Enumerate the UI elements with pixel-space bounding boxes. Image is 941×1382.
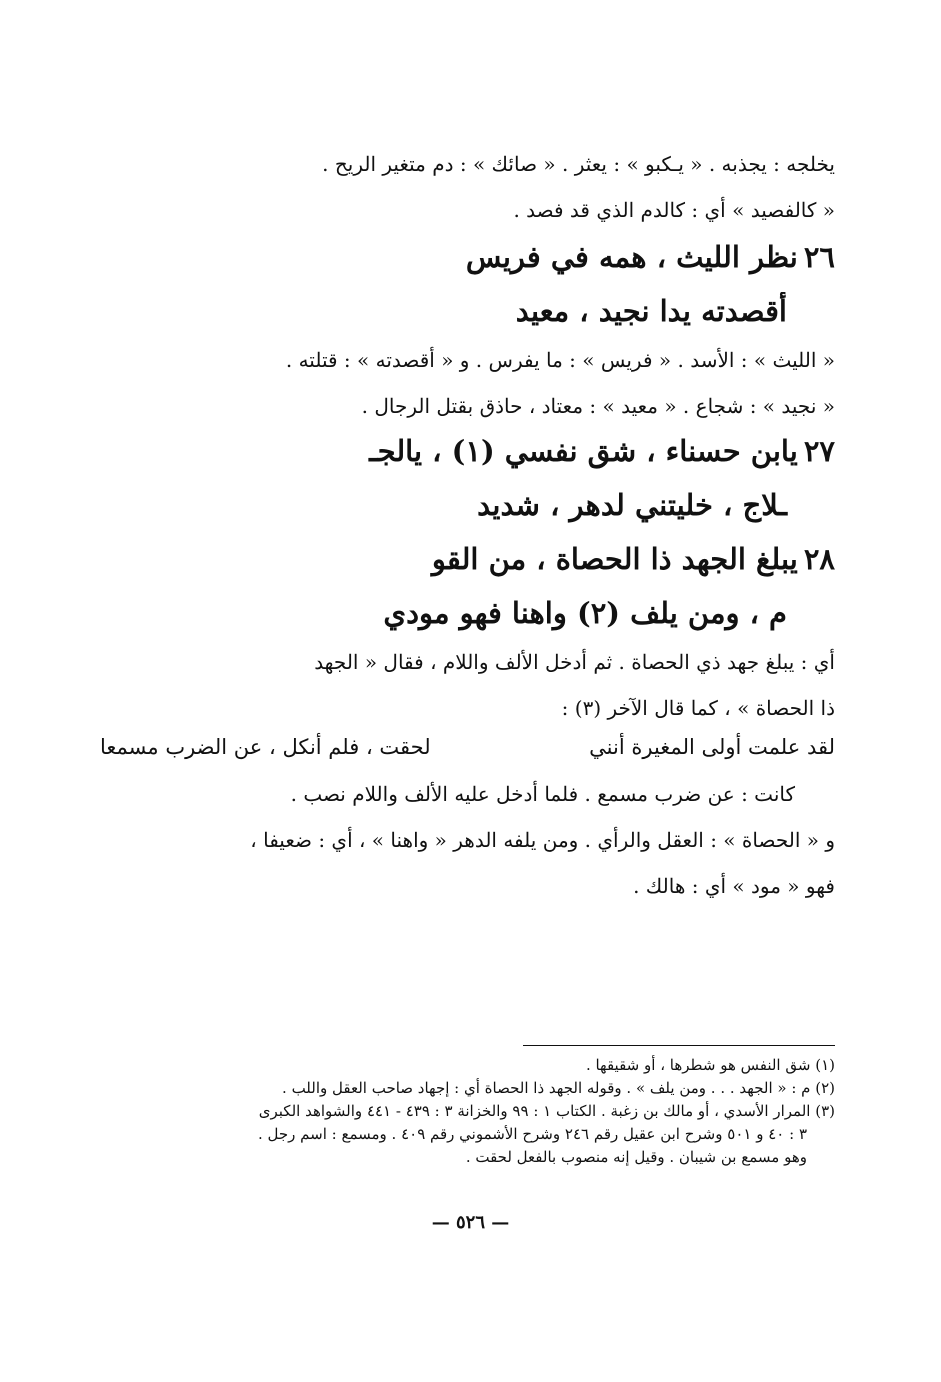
- footnote-3-continued: ٣ : ٤٠ و ٥٠١ وشرح ابن عقيل رقم ٢٤٦ وشرح الأشموني رقم ٤٠٩ . ومسمع : اسم رجل .: [257, 1125, 807, 1143]
- verse-27-second-line: ـلاج ، خليتني لدهر ، شديد: [477, 488, 787, 522]
- verse-number: ٢٦: [803, 240, 835, 274]
- verse-27-first-line: [100, 432, 835, 470]
- prose-line: و « الحصاة » : العقل والرأي . ومن يلفه الدهر « واهنا » ، أي : ضعيفا ،: [250, 828, 835, 852]
- page-number: — ٥٢٦ —: [431, 1212, 510, 1233]
- verse-text: يابن حسناء ، شق نفسي (١) ، يالجـ: [369, 434, 798, 468]
- prose-line: يخلجه : يجذبه . « يـكبو » : يعثر . « صائك » : دم متغير الريح .: [322, 152, 835, 176]
- verse-26-first-line: [100, 238, 835, 276]
- verse-text: يبلغ الجهد ذا الحصاة ، من القو: [431, 542, 798, 576]
- gloss-line: « الليث » : الأسد . « فريس » : ما يفرس . و « أقصدته » : قتلته .: [285, 348, 835, 372]
- footnote-divider: [523, 1045, 835, 1046]
- prose-line: فهو « مود » أي : هالك .: [633, 874, 835, 898]
- prose-line: كانت : عن ضرب مسمع . فلما أدخل عليه الألف واللام نصب .: [290, 782, 795, 806]
- gloss-line: أي : يبلغ جهد ذي الحصاة . ثم أدخل الألف واللام ، فقال « الجهد: [314, 650, 835, 674]
- page-body: [100, 150, 835, 900]
- gloss-line: ذا الحصاة » ، كما قال الآخر (٣) :: [561, 696, 835, 720]
- footnote-1: (١) شق النفس هو شطرها ، أو شقيقها .: [585, 1056, 835, 1074]
- prose-line: « كالفصيد » أي : كالدم الذي قد فصد .: [513, 198, 835, 222]
- gloss-line: « نجيد » : شجاع . « معيد » : معتاد ، حاذق بقتل الرجال .: [361, 394, 835, 418]
- verse-28-second-line: م ، ومن يلف (٢) واهنا فهو مودي: [383, 596, 787, 630]
- verse-number: ٢٧: [803, 434, 835, 468]
- verse-28-first-line: [100, 540, 835, 578]
- verse-number: ٢٨: [803, 542, 835, 576]
- quoted-verse-first-half: لقد علمت أولى المغيرة أنني: [589, 735, 835, 759]
- verse-26-second-line: أقصدته يدا نجيد ، معيد: [515, 294, 787, 328]
- quoted-verse-second-half: لحقت ، فلم أنكل ، عن الضرب مسمعا: [100, 735, 431, 759]
- quoted-verse: [100, 732, 835, 762]
- footnotes: [100, 1045, 835, 1169]
- footnote-2: (٢) م : « الجهد . . . ومن يلف » . وقوله الجهد ذا الحصاة أي : إجهاد صاحب العقل واللب .: [282, 1079, 835, 1097]
- footnote-3-continued: وهو مسمع بن شيبان . وقيل إنه منصوب بالفعل لحقت .: [465, 1148, 807, 1166]
- verse-text: نظر الليث ، همه في فريس: [465, 240, 798, 274]
- footnote-3: (٣) المرار الأسدي ، أو مالك بن زغبة . الكتاب ١ : ٩٩ والخزانة ٣ : ٤٣٩ - ٤٤١ والشواهد الكبرى: [258, 1102, 835, 1120]
